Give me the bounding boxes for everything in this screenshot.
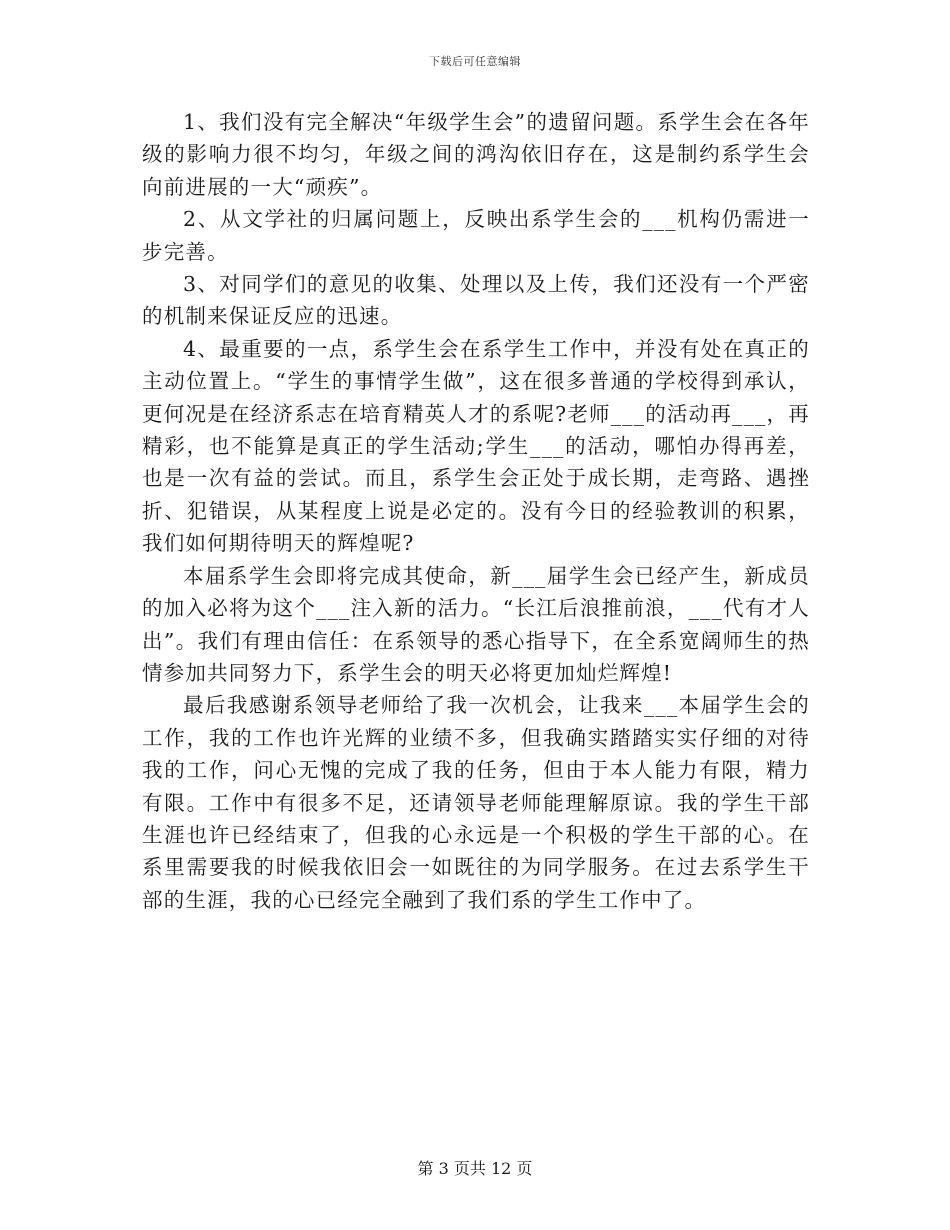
paragraph-4: 4、最重要的一点，系学生会在系学生工作中，并没有处在真正的主动位置上。“学生的事情学生做”，这在很多普通的学校得到承认，更何况是在经济系志在培育精英人才的系呢?老师___的活动再___，再精彩，也不能算是真正的学生活动;学生___的活动，哪怕办得再差，也是一次有益的尝试。而且，系学生会正处于成长期，走弯路、遇挫折、犯错误，从某程度上说是必定的。没有今日的经验教训的积累，我们如何期待明天的辉煌呢? [142,336,810,556]
paragraph-5: 本届系学生会即将完成其使命，新___届学生会已经产生，新成员的加入必将为这个___注入新的活力。“长江后浪推前浪，___代有才人出”。我们有理由信任：在系领导的悉心指导下，在全系宽阔师生的热情参加共同努力下，系学生会的明天必将更加灿烂辉煌! [142,563,810,685]
paragraph-1: 1、我们没有完全解决“年级学生会”的遗留问题。系学生会在各年级的影响力很不均匀，年级之间的鸿沟依旧存在，这是制约系学生会向前进展的一大“顽疾”。 [142,110,810,199]
paragraph-6: 最后我感谢系领导老师给了我一次机会，让我来___本届学生会的工作，我的工作也许光辉的业绩不多，但我确实踏踏实实仔细的对待我的工作，问心无愧的完成了我的任务，但由于本人能力有限，精力有限。工作中有很多不足，还请领导老师能理解原谅。我的学生干部生涯也许已经结束了，但我的心永远是一个积极的学生干部的心。在系里需要我的时候我依旧会一如既往的为同学服务。在过去系学生干部的生涯，我的心已经完全融到了我们系的学生工作中了。 [142,693,810,912]
page-header: 下载后可任意编辑 [429,55,521,68]
paragraph-3: 3、对同学们的意见的收集、处理以及上传，我们还没有一个严密的机制来保证反应的迅速。 [142,272,810,329]
page-footer: 第 3 页共 12 页 [417,1159,533,1178]
paragraph-2: 2、从文学社的归属问题上，反映出系学生会的___机构仍需进一步完善。 [142,207,810,264]
document-body [142,106,810,916]
